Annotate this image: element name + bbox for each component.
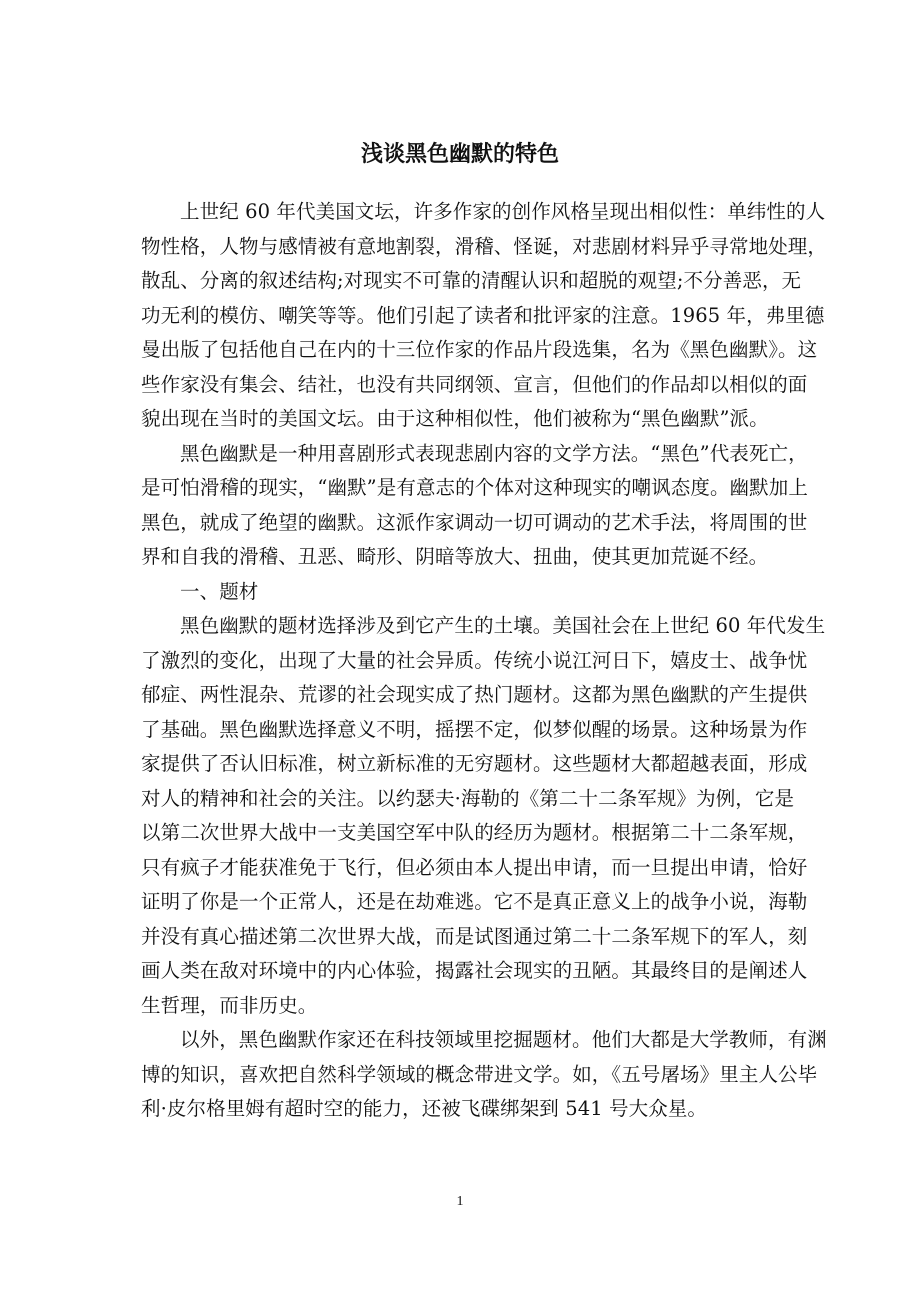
text-line: 功无利的模仿、嘲笑等等。他们引起了读者和批评家的注意。1965 年，弗里德 [141,303,825,327]
text-line: 是可怕滑稽的现实，“幽默”是有意志的个体对这种现实的嘲讽态度。幽默加上 [141,476,808,499]
text-line: 并没有真心描述第二次世界大战，而是试图通过第二十二条军规下的军人，刻 [141,924,808,948]
text-line: 一、题材 [180,579,259,603]
text-line: 貌出现在当时的美国文坛。由于这种相似性，他们被称为“黑色幽默”派。 [141,407,769,430]
text-line: 对人的精神和社会的关注。以约瑟夫·海勒的《第二十二条军规》为例，它是 [141,786,795,810]
document-title: 浅谈黑色幽默的特色 [360,142,559,167]
section-heading [141,575,803,610]
text-line: 黑色幽默是一种用喜剧形式表现悲剧内容的文学方法。“黑色”代表死亡， [180,441,808,465]
paragraph [141,437,808,575]
text-line: 证明了你是一个正常人，还是在劫难逃。它不是真正意义上的战争小说，海勒 [141,890,808,913]
text-line: 只有疯子才能获准免于飞行，但必须由本人提出申请，而一旦提出申请，恰好 [141,855,808,879]
paragraph [141,195,828,437]
text-line: 以外，黑色幽默作家还在科技领域里挖掘题材。他们大都是大学教师，有渊 [180,1028,827,1051]
text-line: 了激烈的变化，出现了大量的社会异质。传统小说江河日下，嬉皮士、战争忧 [141,648,808,672]
text-line: 家提供了否认旧标准，树立新标准的无穷题材。这些题材大都超越表面，形成 [141,752,808,775]
paragraph [141,609,826,1023]
text-line: 了基础。黑色幽默选择意义不明，摇摆不定，似梦似醒的场景。这种场景为作 [141,717,808,741]
text-line: 画人类在敌对环境中的内心体验，揭露社会现实的丑陋。其最终目的是阐述人 [141,959,808,982]
text-line: 以第二次世界大战中一支美国空军中队的经历为题材。根据第二十二条军规， [141,821,808,844]
document-body [141,195,828,1127]
text-line: 界和自我的滑稽、丑恶、畸形、阴暗等放大、扭曲，使其更加荒诞不经。 [141,545,769,568]
text-line: 郁症、两性混杂、荒谬的社会现实成了热门题材。这都为黑色幽默的产生提供 [141,683,808,706]
text-line: 曼出版了包括他自己在内的十三位作家的作品片段选集，名为《黑色幽默》。这 [141,338,818,361]
text-line: 黑色，就成了绝望的幽默。这派作家调动一切可调动的艺术手法，将周围的世 [141,510,808,534]
text-line: 物性格，人物与感情被有意地割裂，滑稽、怪诞，对悲剧材料异乎寻常地处理， [141,234,828,258]
text-line: 博的知识，喜欢把自然科学领域的概念带进文学。如，《五号屠场》里主人公毕 [141,1062,818,1086]
text-line: 利·皮尔格里姆有超时空的能力，还被飞碟绑架到 541 号大众星。 [141,1097,708,1120]
text-line: 些作家没有集会、结社，也没有共同纲领、宣言，但他们的作品却以相似的面 [141,372,808,396]
text-line: 上世纪 60 年代美国文坛，许多作家的创作风格呈现出相似性：单纬性的人 [180,200,826,223]
text-line: 黑色幽默的题材选择涉及到它产生的土壤。美国社会在上世纪 60 年代发生 [180,614,826,637]
text-line: 散乱、分离的叙述结构;对现实不可靠的清醒认识和超脱的观望;不分善恶，无 [141,269,802,292]
paragraph [141,1023,827,1127]
text-line: 生哲理，而非历史。 [141,993,318,1017]
page-number: 1 [456,1194,464,1209]
